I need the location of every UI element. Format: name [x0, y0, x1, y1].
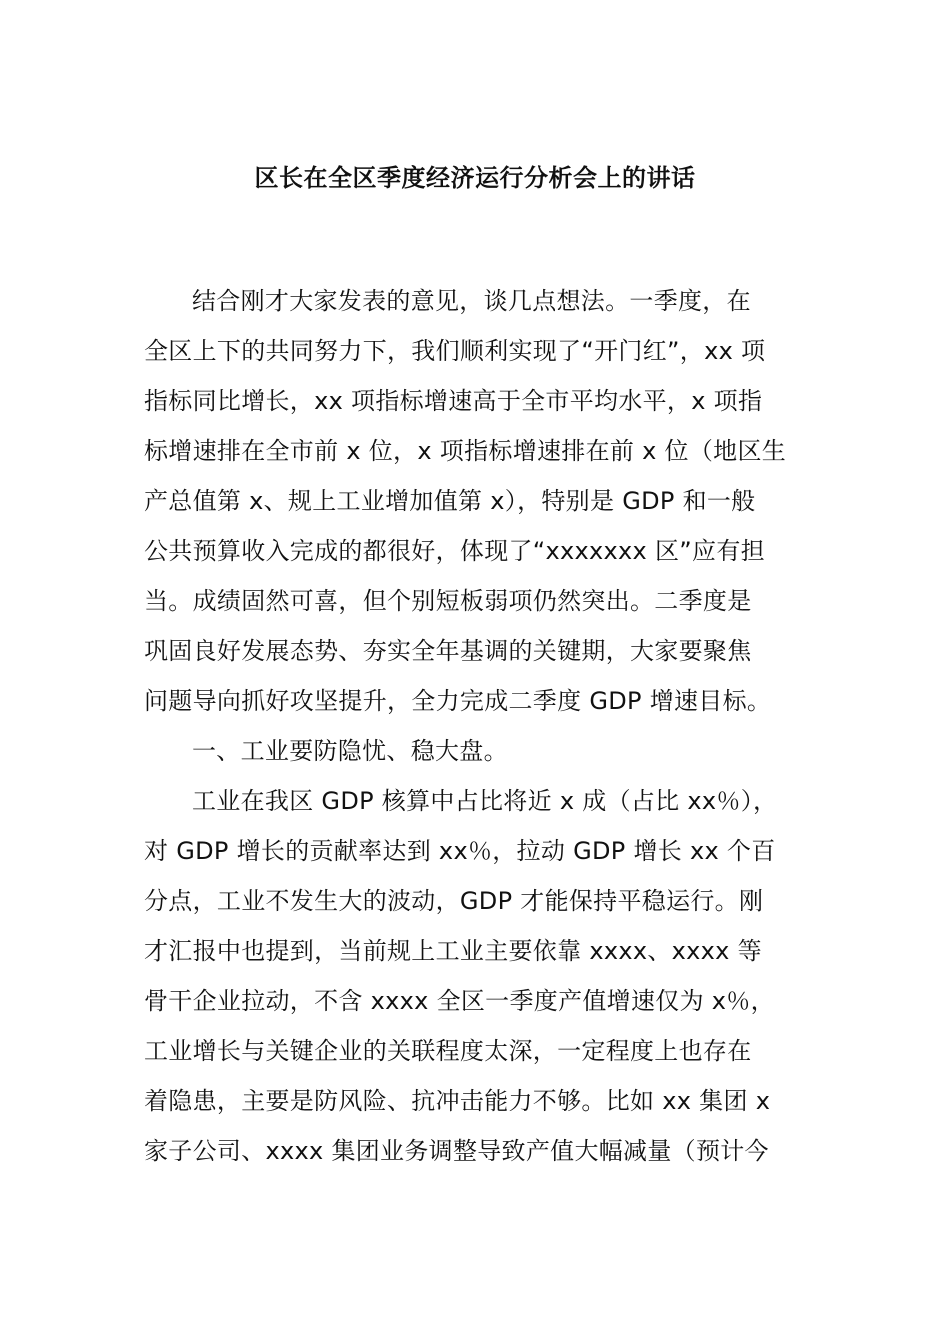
paragraph-line: 工业增长与关键企业的关联程度太深，一定程度上也存在	[144, 1037, 752, 1065]
paragraph-line: 问题导向抓好攻坚提升，全力完成二季度 GDP 增速目标。	[144, 687, 772, 715]
paragraph-line: 骨干企业拉动，不含 xxxx 全区一季度产值增速仅为 x％，	[144, 987, 775, 1015]
paragraph-line: 着隐患，主要是防风险、抗冲击能力不够。比如 xx 集团 x	[144, 1087, 771, 1115]
paragraph-line: 产总值第 x、规上工业增加值第 x），特别是 GDP 和一般	[144, 487, 756, 515]
paragraph-line: 公共预算收入完成的都很好，体现了“xxxxxxx 区”应有担	[144, 537, 765, 565]
paragraph-line: 标增速排在全市前 x 位，x 项指标增速排在前 x 位（地区生	[144, 437, 787, 465]
paragraph-line: 工业在我区 GDP 核算中占比将近 x 成（占比 xx％），	[192, 787, 778, 815]
paragraph-line: 指标同比增长，xx 项指标增速高于全市平均水平，x 项指	[144, 387, 763, 415]
document-title: 区长在全区季度经济运行分析会上的讲话	[254, 164, 696, 192]
paragraph-line: 全区上下的共同努力下，我们顺利实现了“开门红”，xx 项	[144, 337, 766, 365]
section-heading: 一、工业要防隐忧、稳大盘。	[192, 737, 508, 765]
paragraph-line: 结合刚才大家发表的意见，谈几点想法。一季度，在	[192, 287, 751, 315]
paragraph-line: 分点，工业不发生大的波动，GDP 才能保持平稳运行。刚	[144, 887, 764, 915]
paragraph-line: 才汇报中也提到，当前规上工业主要依靠 xxxx、xxxx 等	[144, 937, 762, 965]
paragraph-line: 当。成绩固然可喜，但个别短板弱项仍然突出。二季度是	[144, 587, 752, 615]
paragraph-line: 家子公司、xxxx 集团业务调整导致产值大幅减量（预计今	[144, 1137, 769, 1165]
paragraph-line: 对 GDP 增长的贡献率达到 xx％，拉动 GDP 增长 xx 个百	[144, 837, 776, 865]
paragraph-line: 巩固良好发展态势、夯实全年基调的关键期，大家要聚焦	[144, 637, 752, 665]
